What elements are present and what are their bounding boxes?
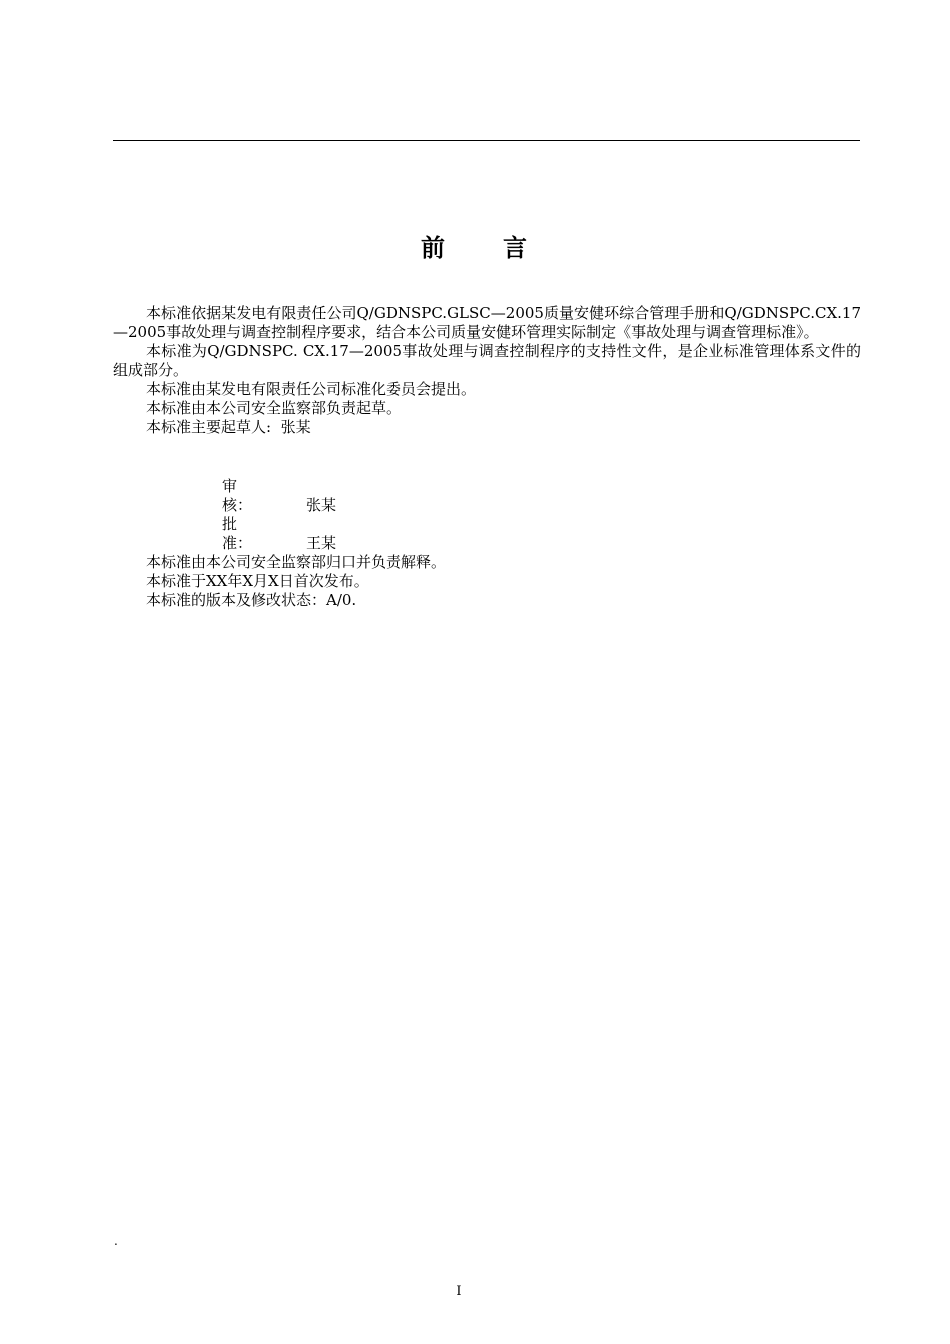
- paragraph-proposed: 本标准由某发电有限责任公司标准化委员会提出。: [146, 380, 477, 398]
- paragraph-drafter: 本标准主要起草人: 张某: [146, 418, 311, 436]
- paragraph-release: 本标准于XX年X月X日首次发布。: [146, 572, 369, 590]
- paragraph-drafted: 本标准由本公司安全监察部负责起草。: [146, 399, 402, 417]
- reviewer-name: 张某: [306, 496, 337, 514]
- title-char-1: 前: [421, 234, 447, 262]
- approver-name: 王某: [306, 534, 337, 552]
- approve-label-b: 准：: [222, 534, 253, 552]
- foreword-tail: [113, 553, 861, 610]
- footer-dot: .: [114, 1234, 118, 1248]
- paragraph-support: 本标准为Q/GDNSPC. CX.17—2005事故处理与调查控制程序的支持性文件，是企业标准管理体系文件的组成部分。: [113, 342, 861, 379]
- review-line: [222, 477, 336, 515]
- review-label-b: 核：: [222, 496, 253, 514]
- foreword-body: [113, 304, 861, 437]
- approve-line: [222, 515, 336, 553]
- paragraph-basis: 本标准依据某发电有限责任公司Q/GDNSPC.GLSC—2005质量安健环综合管理手册和Q/GDNSPC.CX.17—2005事故处理与调查控制程序要求，结合本公司质量安健环管理实际制定《事故处理与调查管理标准》。: [113, 304, 861, 341]
- paragraph-version: 本标准的版本及修改状态：A/0.: [146, 591, 357, 609]
- paragraph-interpretation: 本标准由本公司安全监察部归口并负责解释。: [146, 553, 447, 571]
- title-char-2: 言: [503, 234, 529, 262]
- approve-label-a: 批: [222, 515, 238, 533]
- page-number: I: [456, 1284, 462, 1299]
- review-label-a: 审: [222, 477, 238, 495]
- page-title: [0, 228, 950, 263]
- header-rule: [113, 140, 860, 141]
